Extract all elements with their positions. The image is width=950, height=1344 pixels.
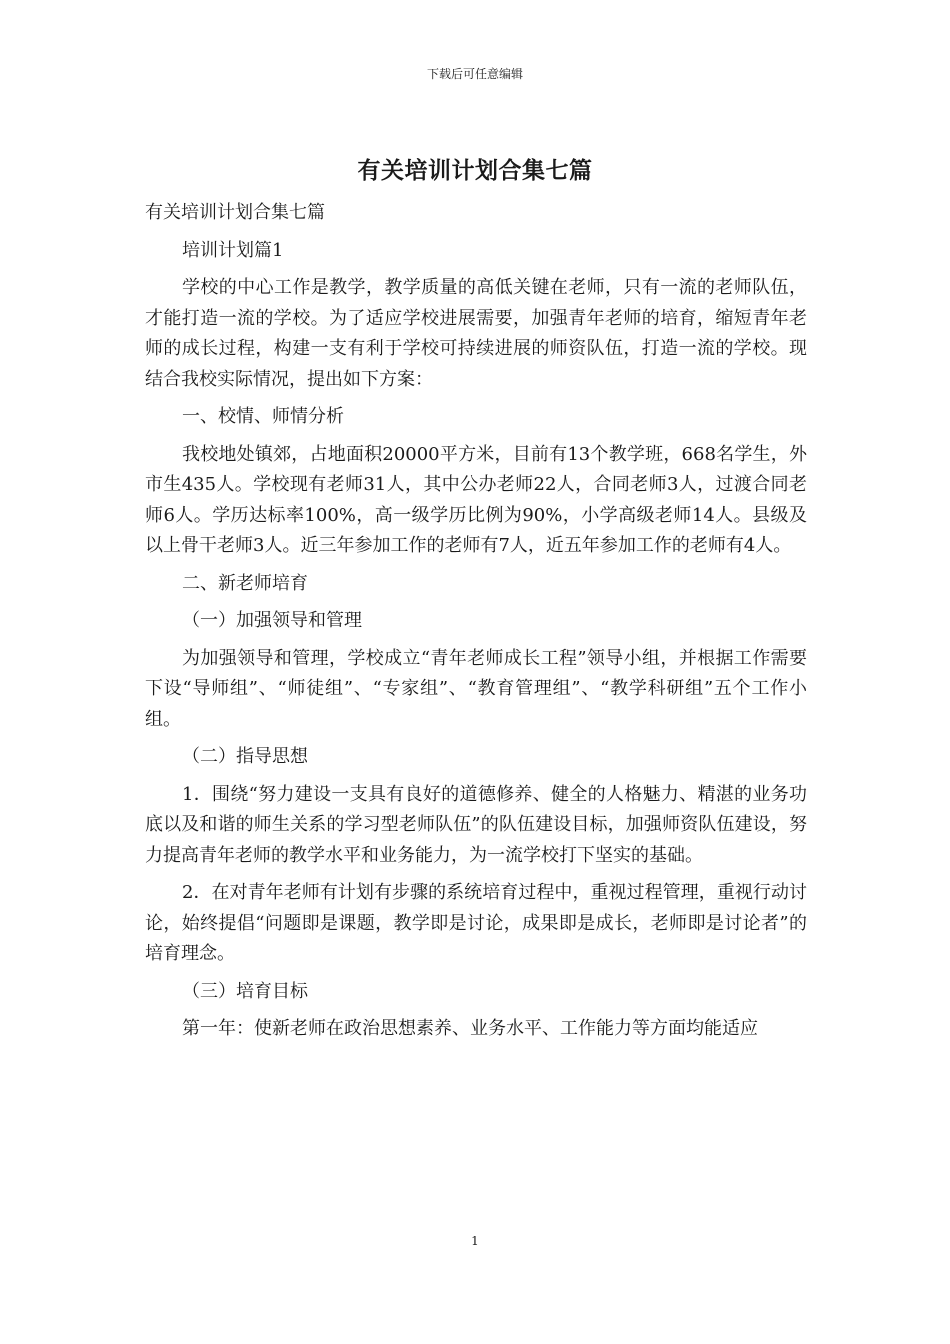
paragraph-guiding-point-1: 1．围绕“努力建设一支具有良好的道德修养、健全的人格魅力、精湛的业务功底以及和谐的师生关系的学习型老师队伍”的队伍建设目标，加强师资队伍建设，努力提高青年老师的教学水平和业务能力，为一流学校打下坚实的基础。	[145, 783, 807, 866]
heading-new-teacher-training: 二、新老师培育	[182, 572, 308, 594]
subheading-guiding-thought: （二）指导思想	[182, 746, 308, 767]
paragraph-intro: 学校的中心工作是教学，教学质量的高低关键在老师，只有一流的老师队伍，才能打造一流的学校。为了适应学校进展需要，加强青年老师的培育，缩短青年老师的成长过程，构建一支有利于学校可持续进展的师资队伍，打造一流的学校。现结合我校实际情况，提出如下方案：	[145, 277, 807, 390]
paragraph-subtitle: 有关培训计划合集七篇	[145, 202, 325, 223]
paragraph-section-label: 培训计划篇1	[182, 239, 284, 261]
paragraph-school-stats: 我校地处镇郊，占地面积20000平方米，目前有13个教学班，668名学生，外市生435人。学校现有老师31人，其中公办老师22人，合同老师3人，过渡合同老师6人。学历达标率100%，高一级学历比例为90%，小学高级老师14人。县级及以上骨干老师3人。近三年参加工作的老师有7人，近五年参加工作的老师有4人。	[145, 443, 807, 556]
page-number: 1	[471, 1234, 479, 1248]
document-body	[145, 198, 807, 1045]
document-title: 有关培训计划合集七篇	[357, 157, 593, 184]
paragraph-first-year: 第一年：使新老师在政治思想素养、业务水平、工作能力等方面均能适应	[182, 1018, 758, 1039]
heading-school-analysis: 一、校情、师情分析	[182, 406, 344, 427]
paragraph-guiding-point-2: 2．在对青年老师有计划有步骤的系统培育过程中，重视过程管理，重视行动讨论，始终提倡“问题即是课题，教学即是讨论，成果即是成长，老师即是讨论者”的培育理念。	[145, 882, 807, 964]
paragraph-leadership: 为加强领导和管理，学校成立“青年老师成长工程”领导小组，并根据工作需要下设“导师组”、“师徒组”、“专家组”、“教育管理组”、“教学科研组”五个工作小组。	[145, 647, 807, 730]
subheading-training-goals: （三）培育目标	[182, 980, 308, 1002]
page-header: 下载后可任意编辑	[426, 67, 523, 81]
subheading-leadership: （一）加强领导和管理	[182, 610, 362, 631]
